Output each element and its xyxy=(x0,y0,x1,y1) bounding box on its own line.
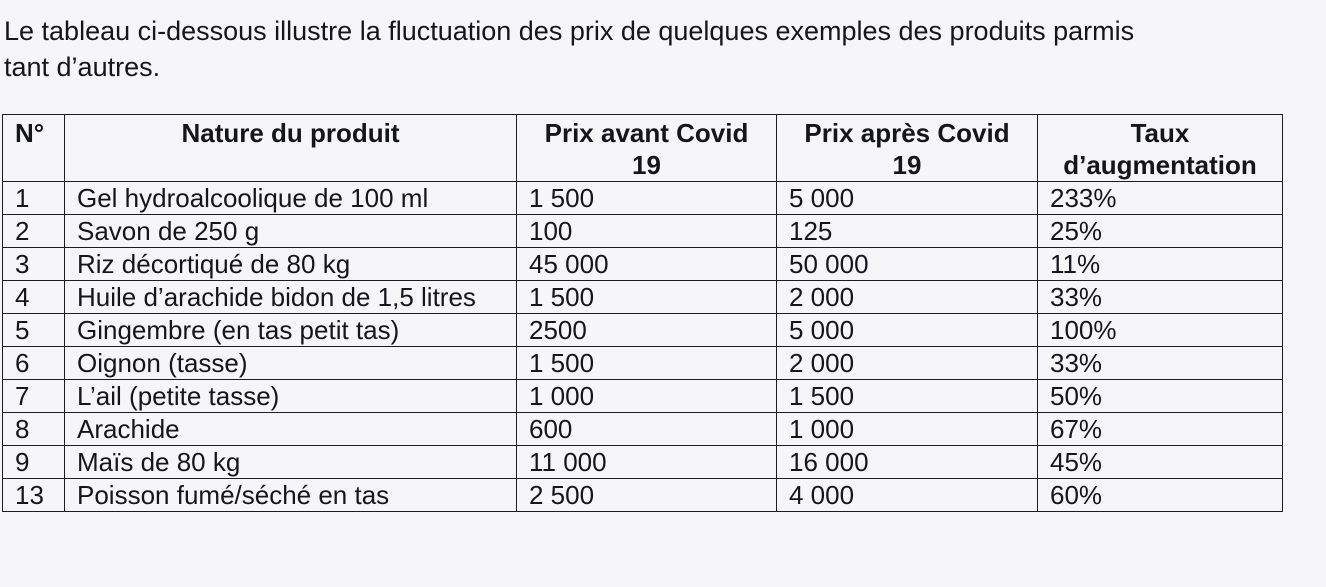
cell-product: Huile d’arachide bidon de 1,5 litres xyxy=(65,281,517,314)
cell-price-after: 16 000 xyxy=(777,446,1038,479)
cell-price-after: 1 000 xyxy=(777,413,1038,446)
cell-increase-rate: 233% xyxy=(1038,182,1283,215)
table-header-row xyxy=(3,115,1283,182)
cell-price-after: 4 000 xyxy=(777,479,1038,512)
cell-price-before: 45 000 xyxy=(517,248,777,281)
cell-increase-rate: 33% xyxy=(1038,347,1283,380)
table-row xyxy=(3,182,1283,215)
header-price-after xyxy=(777,115,1038,182)
header-price-before-line1: Prix avant Covid xyxy=(544,118,749,148)
cell-price-before: 1 500 xyxy=(517,182,777,215)
table-row xyxy=(3,281,1283,314)
cell-increase-rate: 11% xyxy=(1038,248,1283,281)
cell-increase-rate: 67% xyxy=(1038,413,1283,446)
cell-price-before: 2 500 xyxy=(517,479,777,512)
cell-number: 7 xyxy=(3,380,65,413)
cell-price-before: 1 000 xyxy=(517,380,777,413)
cell-price-before: 1 500 xyxy=(517,281,777,314)
cell-price-after: 2 000 xyxy=(777,347,1038,380)
header-product: Nature du produit xyxy=(65,115,517,182)
header-increase-rate xyxy=(1038,115,1283,182)
cell-product: Riz décortiqué de 80 kg xyxy=(65,248,517,281)
cell-number: 8 xyxy=(3,413,65,446)
cell-increase-rate: 60% xyxy=(1038,479,1283,512)
cell-price-before: 100 xyxy=(517,215,777,248)
intro-line-2: tant d’autres. xyxy=(4,52,161,82)
table-row xyxy=(3,215,1283,248)
cell-price-before: 600 xyxy=(517,413,777,446)
table-row xyxy=(3,479,1283,512)
cell-product: Poisson fumé/séché en tas xyxy=(65,479,517,512)
cell-product: Oignon (tasse) xyxy=(65,347,517,380)
cell-number: 13 xyxy=(3,479,65,512)
cell-product: Maïs de 80 kg xyxy=(65,446,517,479)
cell-number: 2 xyxy=(3,215,65,248)
cell-price-after: 5 000 xyxy=(777,314,1038,347)
table-row xyxy=(3,446,1283,479)
intro-paragraph xyxy=(4,13,1304,85)
cell-product: Gingembre (en tas petit tas) xyxy=(65,314,517,347)
cell-price-before: 1 500 xyxy=(517,347,777,380)
cell-price-after: 50 000 xyxy=(777,248,1038,281)
price-table xyxy=(2,114,1283,512)
cell-increase-rate: 45% xyxy=(1038,446,1283,479)
table-row xyxy=(3,314,1283,347)
header-number: N° xyxy=(3,115,65,182)
intro-line-1: Le tableau ci-dessous illustre la fluctuation des prix de quelques exemples des produits parmis xyxy=(4,16,1135,46)
cell-price-after: 125 xyxy=(777,215,1038,248)
cell-price-after: 1 500 xyxy=(777,380,1038,413)
cell-price-after: 5 000 xyxy=(777,182,1038,215)
cell-product: Arachide xyxy=(65,413,517,446)
header-increase-rate-line2: d’augmentation xyxy=(1063,150,1257,180)
header-price-after-line2: 19 xyxy=(892,150,922,180)
table-row xyxy=(3,248,1283,281)
cell-price-before: 11 000 xyxy=(517,446,777,479)
table-row xyxy=(3,413,1283,446)
cell-increase-rate: 50% xyxy=(1038,380,1283,413)
cell-number: 6 xyxy=(3,347,65,380)
cell-increase-rate: 33% xyxy=(1038,281,1283,314)
cell-product: Savon de 250 g xyxy=(65,215,517,248)
cell-price-before: 2500 xyxy=(517,314,777,347)
cell-increase-rate: 25% xyxy=(1038,215,1283,248)
cell-number: 3 xyxy=(3,248,65,281)
cell-increase-rate: 100% xyxy=(1038,314,1283,347)
cell-number: 5 xyxy=(3,314,65,347)
cell-number: 4 xyxy=(3,281,65,314)
table-row xyxy=(3,347,1283,380)
cell-product: L’ail (petite tasse) xyxy=(65,380,517,413)
header-price-before-line2: 19 xyxy=(632,150,661,180)
cell-price-after: 2 000 xyxy=(777,281,1038,314)
cell-product: Gel hydroalcoolique de 100 ml xyxy=(65,182,517,215)
cell-number: 9 xyxy=(3,446,65,479)
cell-number: 1 xyxy=(3,182,65,215)
header-price-before xyxy=(517,115,777,182)
table-row xyxy=(3,380,1283,413)
header-increase-rate-line1: Taux xyxy=(1130,118,1190,148)
header-price-after-line1: Prix après Covid xyxy=(804,118,1010,148)
